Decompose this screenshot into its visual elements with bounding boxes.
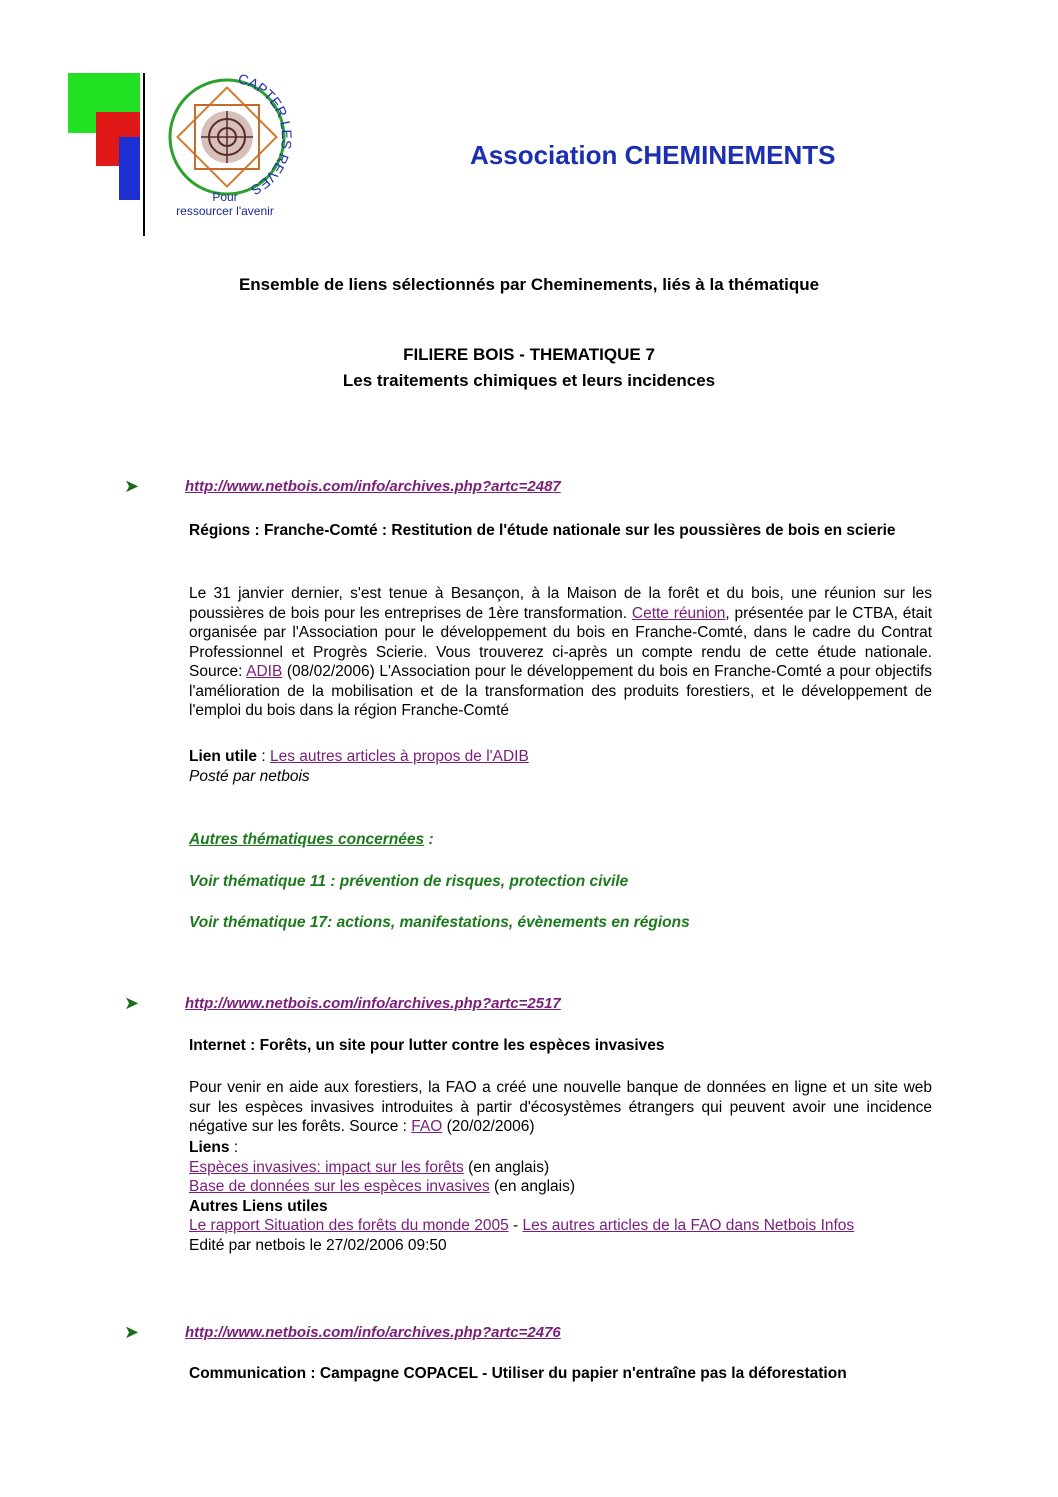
intro-heading: Ensemble de liens sélectionnés par Cheminements, liés à la thématique <box>238 275 820 294</box>
logo-square-blue <box>119 137 140 200</box>
entry-body-text: Le 31 janvier dernier, s'est tenue à Besançon, à la Maison de la forêt et du bois, une réunion sur les poussières de bois pour les entreprises de 1ère transformation. <box>189 585 932 622</box>
entry-body-text: Pour venir en aide aux forestiers, la FAO a créé une nouvelle banque de données en ligne et un site web sur les espèces invasives introduites à partir d'écosystèmes étrangers qui peuvent avoir une incidence négative sur les forêts. Source : <box>189 1079 932 1135</box>
entry-heading-text: Campagne COPACEL - Utiliser du papier n'entraîne pas la déforestation <box>319 1365 847 1382</box>
logo-ring-text: CAPTER LES REVES <box>236 72 295 199</box>
entry-url-link[interactable]: http://www.netbois.com/info/archives.php?artc=2517 <box>185 995 561 1012</box>
see-theme-11: Voir thématique 11 : prévention de risques, protection civile <box>189 873 629 890</box>
links-list: Liens : Espèces invasives: impact sur les forêts (en anglais) Base de données sur les espèces invasives (en anglais) Autres Liens utiles Le rapport Situation des forêts du monde 2005 - Les autres articles de la FAO dans Netbois Infos Edité par netbois le 27/02/2006 09:50 <box>189 1138 932 1255</box>
link-invasive-database[interactable]: Base de données sur les espèces invasives <box>189 1178 490 1195</box>
other-themes-heading <box>189 830 932 850</box>
entry-inline-link[interactable]: FAO <box>411 1118 443 1135</box>
entry-heading-text: Franche-Comté : Restitution de l'étude nationale sur les poussières de bois en scierie <box>263 522 896 539</box>
posted-by: Posté par netbois <box>189 768 310 785</box>
entry-body <box>189 584 932 721</box>
entry-body-text: , présentée par le CTBA, était organisée par l'Association pour le développement du bois en Franche-Comté, dans le cadre du Contrat Professionnel et Progrès Scierie. Vous trouverez ci-après un compte rendu de cette étude nationale. Source: <box>189 604 933 680</box>
other-themes-suffix: : <box>424 831 434 848</box>
entry-url-link[interactable]: http://www.netbois.com/info/archives.php?artc=2476 <box>185 1324 561 1341</box>
arrow-bullet-icon: ➤ <box>124 476 140 496</box>
logo-caption <box>160 190 290 218</box>
entry-heading: Régions : Franche-Comté : Restitution de l'étude nationale sur les poussières de bois en scierie <box>189 522 896 539</box>
entry-inline-link[interactable]: Cette réunion <box>631 604 726 622</box>
link-fao-articles[interactable]: Les autres articles de la FAO dans Netbois Infos <box>522 1217 855 1234</box>
entry-heading: Communication : Campagne COPACEL - Utiliser du papier n'entraîne pas la déforestation <box>189 1365 847 1382</box>
see-theme-17: Voir thématique 17: actions, manifestations, évènements en régions <box>189 914 690 931</box>
link-suffix: (en anglais) <box>494 1178 576 1195</box>
entry-heading-label: Régions <box>189 522 251 539</box>
entry-heading: Internet : Forêts, un site pour lutter contre les espèces invasives <box>189 1037 665 1054</box>
useful-link[interactable]: Les autres articles à propos de l'ADIB <box>269 748 529 765</box>
header-divider <box>143 73 145 236</box>
entry-useful-link-row: Lien utile : Les autres articles à propos de l'ADIB <box>189 748 529 765</box>
entry-body-text: (08/02/2006) L'Association pour le développement du bois en Franche-Comté a pour objectifs l'amélioration de la mobilisation et de la transformation des produits forestiers, et le développement de l'emploi du bois dans la région Franche-Comté <box>189 663 932 719</box>
entry-url-link[interactable]: http://www.netbois.com/info/archives.php?artc=2487 <box>185 478 561 495</box>
entry-heading-label: Communication <box>189 1365 307 1382</box>
links-label: Liens <box>189 1139 230 1156</box>
section-title-1: FILIERE BOIS - THEMATIQUE 7 <box>403 345 655 364</box>
link-suffix: (en anglais) <box>468 1158 550 1176</box>
entry-heading-text: Forêts, un site pour lutter contre les espèces invasives <box>259 1037 665 1054</box>
entry-body <box>189 1078 932 1137</box>
entry-inline-link[interactable]: ADIB <box>246 663 283 680</box>
other-themes-link[interactable]: Autres thématiques concernées <box>189 831 425 848</box>
useful-link-label: Lien utile <box>189 748 258 765</box>
edited-by: Edité par netbois le 27/02/2006 09:50 <box>189 1236 447 1254</box>
link-forest-report[interactable]: Le rapport Situation des forêts du monde 2005 <box>189 1217 509 1234</box>
entry-body-text: (20/02/2006) <box>446 1118 535 1135</box>
logo-caption-line-2: ressourcer l'avenir <box>176 204 274 218</box>
arrow-bullet-icon: ➤ <box>124 993 140 1013</box>
link-invasive-impact[interactable]: Espèces invasives: impact sur les forêts <box>189 1158 464 1176</box>
other-links-label: Autres Liens utiles <box>189 1197 328 1215</box>
section-title-2: Les traitements chimiques et leurs incidences <box>342 371 716 390</box>
dreamcatcher-logo <box>160 72 295 202</box>
arrow-bullet-icon: ➤ <box>124 1322 140 1342</box>
entry-heading-label: Internet <box>189 1037 246 1054</box>
logo-caption-line-1: Pour <box>212 190 238 204</box>
link-separator: - <box>508 1217 523 1234</box>
association-title: Association CHEMINEMENTS <box>470 140 836 170</box>
